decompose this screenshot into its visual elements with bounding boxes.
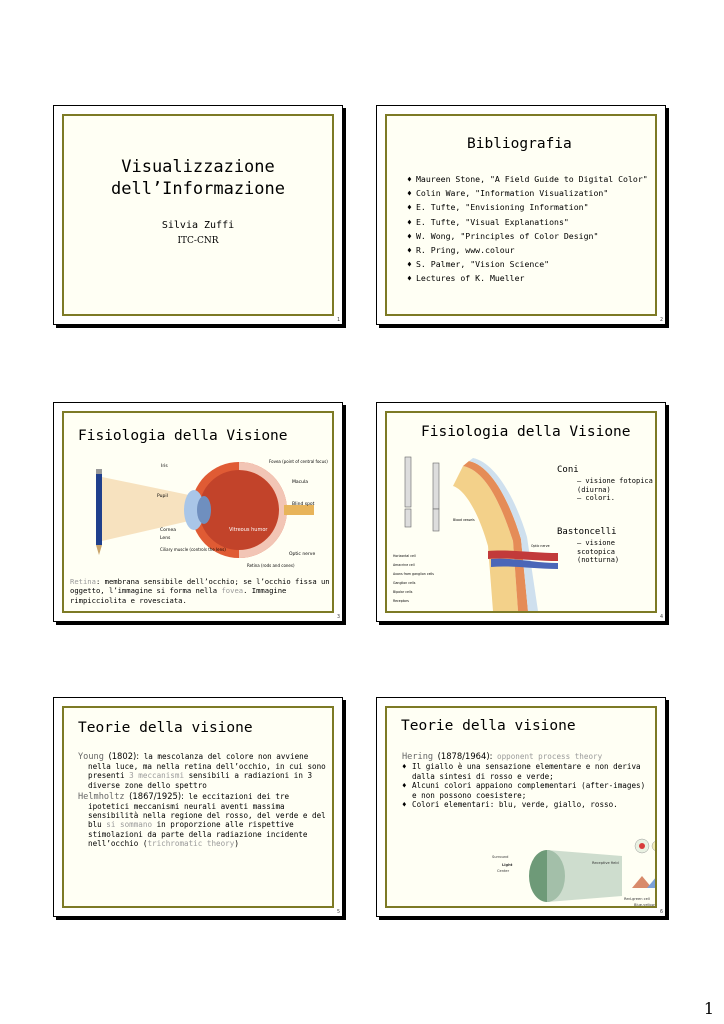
label-blue-yellow: Blue-yellow cell bbox=[634, 903, 662, 907]
slide-number: 4 bbox=[659, 614, 663, 620]
bullet-diamond-icon: ♦ bbox=[407, 231, 412, 241]
rod-segment bbox=[433, 509, 439, 531]
rod-cell bbox=[433, 463, 439, 509]
slide-6-title: Teorie della visione bbox=[401, 718, 576, 734]
slide-number: 5 bbox=[336, 909, 340, 915]
bibliography-item: ♦ E. Tufte, "Visual Explanations" bbox=[407, 216, 569, 227]
label-receptors: Receptors bbox=[393, 599, 409, 603]
cell-center-blue bbox=[655, 844, 657, 848]
slide-1-title bbox=[64, 156, 332, 200]
helm-year: (1867/1925): bbox=[129, 790, 184, 801]
receptive-field-shape bbox=[547, 850, 622, 902]
label-blood-vessels: Blood vessels bbox=[453, 518, 475, 522]
response-peak-blue bbox=[647, 876, 657, 888]
bastoncelli-item: – visione scotopica (notturna) bbox=[577, 539, 620, 565]
pencil-cap bbox=[96, 469, 102, 474]
slide-2-frame bbox=[385, 114, 657, 316]
photoreceptor-layer bbox=[453, 466, 518, 611]
coni-item: – colori. bbox=[577, 494, 615, 503]
retina-caption bbox=[70, 577, 334, 605]
hering-heading bbox=[402, 752, 652, 762]
hering-item: ♦ Il giallo è una sensazione elementare e non deriva dalla sintesi di rosso e verde; bbox=[402, 762, 641, 781]
label-bipolar: Bipolar cells bbox=[393, 590, 413, 594]
slide-3-frame bbox=[62, 411, 334, 613]
coni-list bbox=[577, 477, 657, 503]
bullet-diamond-icon: ♦ bbox=[407, 189, 412, 199]
young-name: Young bbox=[78, 752, 104, 762]
caption-text-b: . Immagine rimpicciolita e rovesciata. bbox=[70, 586, 287, 605]
label-ganglion: Ganglion cells bbox=[393, 581, 416, 585]
label-iris: Iris bbox=[161, 464, 168, 469]
slide-1-frame bbox=[62, 114, 334, 316]
bibliography-item: ♦ R. Pring, www.colour bbox=[407, 245, 515, 256]
slide-6 bbox=[376, 697, 666, 917]
slide-6-frame bbox=[385, 706, 662, 908]
coni-heading: Coni bbox=[557, 465, 579, 475]
label-surround: Surround bbox=[492, 855, 509, 859]
rod-segment bbox=[405, 509, 411, 527]
affiliation: ITC-CNR bbox=[177, 236, 219, 246]
label-blind-spot: Blind spot bbox=[292, 502, 315, 507]
hering-grey: opponent process theory bbox=[492, 752, 603, 761]
cell-blue-yellow bbox=[652, 841, 657, 851]
label-cornea: Cornea bbox=[160, 528, 177, 533]
hering-item: ♦ Alcuni colori appaiono complementari (after-images) e non possono coesistere; bbox=[402, 781, 646, 800]
label-horizontal: Horizontal cell bbox=[393, 554, 416, 558]
caption-text-a: : membrana sensibile dell’occhio; se l’occhio fissa un oggetto, l’immagine si forma nella bbox=[70, 577, 330, 596]
helm-close: ) bbox=[234, 838, 239, 848]
slide-4-title: Fisiologia della Visione bbox=[421, 424, 631, 440]
coni-item: – visione fotopica (diurna) bbox=[577, 477, 653, 494]
slide-5-title: Teorie della visione bbox=[78, 720, 253, 736]
helm-text-b: in proporzione alle rispettive stimolazioni da parte della radiazione incidente nell’occhio ( bbox=[88, 820, 308, 848]
slide-number: 1 bbox=[336, 317, 340, 323]
label-ciliary: Ciliary muscle (controls the lens) bbox=[160, 547, 226, 552]
slide-3 bbox=[53, 402, 343, 622]
label-light: Light bbox=[502, 863, 513, 867]
bullet-diamond-icon: ♦ bbox=[407, 175, 412, 184]
slide-number: 2 bbox=[659, 317, 663, 323]
slide-2 bbox=[376, 105, 666, 325]
helm-text-a: le eccitazioni dei tre ipotetici meccanismi neurali aventi massima sensibilità nella regione del rosso, del verde e del blu bbox=[88, 791, 326, 830]
hering-item: ♦ Colori elementari: blu, verde, giallo, rosso. bbox=[402, 800, 618, 810]
slide-number: 3 bbox=[336, 614, 340, 620]
slide-5 bbox=[53, 697, 343, 917]
bibliography-item: ♦ Maureen Stone, "A Field Guide to Digital Color" bbox=[407, 174, 648, 184]
slide-number: 6 bbox=[659, 909, 663, 915]
label-center: Center bbox=[497, 869, 510, 873]
rod-cell bbox=[405, 457, 411, 507]
bullet-diamond-icon: ♦ bbox=[407, 217, 412, 227]
label-retina: Retina (rods and cones) bbox=[247, 563, 295, 568]
bullet-diamond-icon: ♦ bbox=[407, 246, 412, 256]
hering-list bbox=[402, 762, 652, 809]
retina-layers-illustration bbox=[393, 451, 558, 611]
slide-1 bbox=[53, 105, 343, 325]
bullet-diamond-icon: ♦ bbox=[407, 260, 412, 270]
bastoncelli-list bbox=[577, 539, 657, 565]
fovea-term: fovea bbox=[221, 586, 244, 596]
bibliography-list bbox=[407, 174, 657, 288]
bastoncelli-heading: Bastoncelli bbox=[557, 527, 617, 537]
title-line-1: Visualizzazione bbox=[121, 157, 275, 177]
label-axons: Axons from ganglion cells bbox=[393, 572, 434, 576]
author: Silvia Zuffi bbox=[161, 220, 235, 231]
hering-name: Hering bbox=[402, 752, 434, 762]
bullet-diamond-icon: ♦ bbox=[402, 762, 407, 772]
label-macula: Macula bbox=[292, 480, 308, 485]
bibliography-item: ♦ E. Tufte, "Envisioning Information" bbox=[407, 202, 589, 213]
eye-anatomy-illustration bbox=[64, 455, 334, 575]
slide-4 bbox=[376, 402, 666, 622]
label-optic-nerve: Optic nerve bbox=[531, 544, 550, 548]
label-lens: Lens bbox=[160, 536, 171, 541]
helm-grey: si sommano bbox=[106, 820, 153, 830]
young-year: (1802): bbox=[108, 751, 140, 761]
slide-3-title: Fisiologia della Visione bbox=[78, 428, 288, 444]
label-amacrine: Amacrine cell bbox=[393, 563, 415, 567]
young-text-b: sensibili a radiazioni in 3 diverse zone dello spettro bbox=[88, 771, 313, 790]
pencil-tip bbox=[96, 545, 102, 555]
page-number: 1 bbox=[703, 999, 714, 1018]
label-vitreous: Vitreous humor bbox=[229, 527, 268, 533]
slide-2-title: Bibliografia bbox=[467, 136, 572, 152]
cell-center-red bbox=[639, 843, 645, 849]
bullet-diamond-icon: ♦ bbox=[402, 800, 407, 810]
bibliography-item: ♦ Lectures of K. Mueller bbox=[407, 273, 525, 284]
helm-theory: trichromatic theory bbox=[147, 838, 235, 848]
retina-term: Retina bbox=[70, 577, 96, 586]
label-receptive-field: Receptive field bbox=[592, 861, 619, 865]
opponent-cells-illustration bbox=[492, 836, 662, 908]
bullet-diamond-icon: ♦ bbox=[407, 274, 412, 284]
bibliography-item: ♦ W. Wong, "Principles of Color Design" bbox=[407, 230, 599, 241]
bibliography-item: ♦ S. Palmer, "Vision Science" bbox=[407, 259, 550, 270]
label-pupil: Pupil bbox=[157, 494, 168, 499]
young-text-a: la mescolanza del colore non avviene nella luce, ma nella retina dell’occhio, in cui sono presenti bbox=[88, 752, 326, 781]
helm-name: Helmholtz bbox=[78, 791, 125, 802]
pencil-body bbox=[96, 473, 102, 545]
hering-text bbox=[402, 752, 652, 809]
lens-shape bbox=[197, 496, 211, 524]
young-grey: 3 meccanismi bbox=[129, 771, 185, 781]
bullet-diamond-icon: ♦ bbox=[402, 781, 407, 791]
slide-5-frame bbox=[62, 706, 334, 908]
helmholtz-paragraph bbox=[78, 792, 328, 848]
label-fovea: Fovea (point of central focus) bbox=[269, 459, 328, 464]
label-optic-nerve: Optic nerve bbox=[289, 552, 316, 557]
bibliography-item: ♦ Colin Ware, "Information Visualization" bbox=[407, 188, 609, 199]
label-red-green: Red-green cell bbox=[624, 897, 650, 901]
hering-year: (1878/1964): bbox=[437, 751, 493, 761]
slide-4-frame bbox=[385, 411, 657, 613]
bullet-diamond-icon: ♦ bbox=[407, 203, 412, 213]
young-paragraph bbox=[78, 752, 328, 790]
theory-text bbox=[78, 752, 328, 850]
title-line-2: dell’Informazione bbox=[111, 179, 285, 199]
